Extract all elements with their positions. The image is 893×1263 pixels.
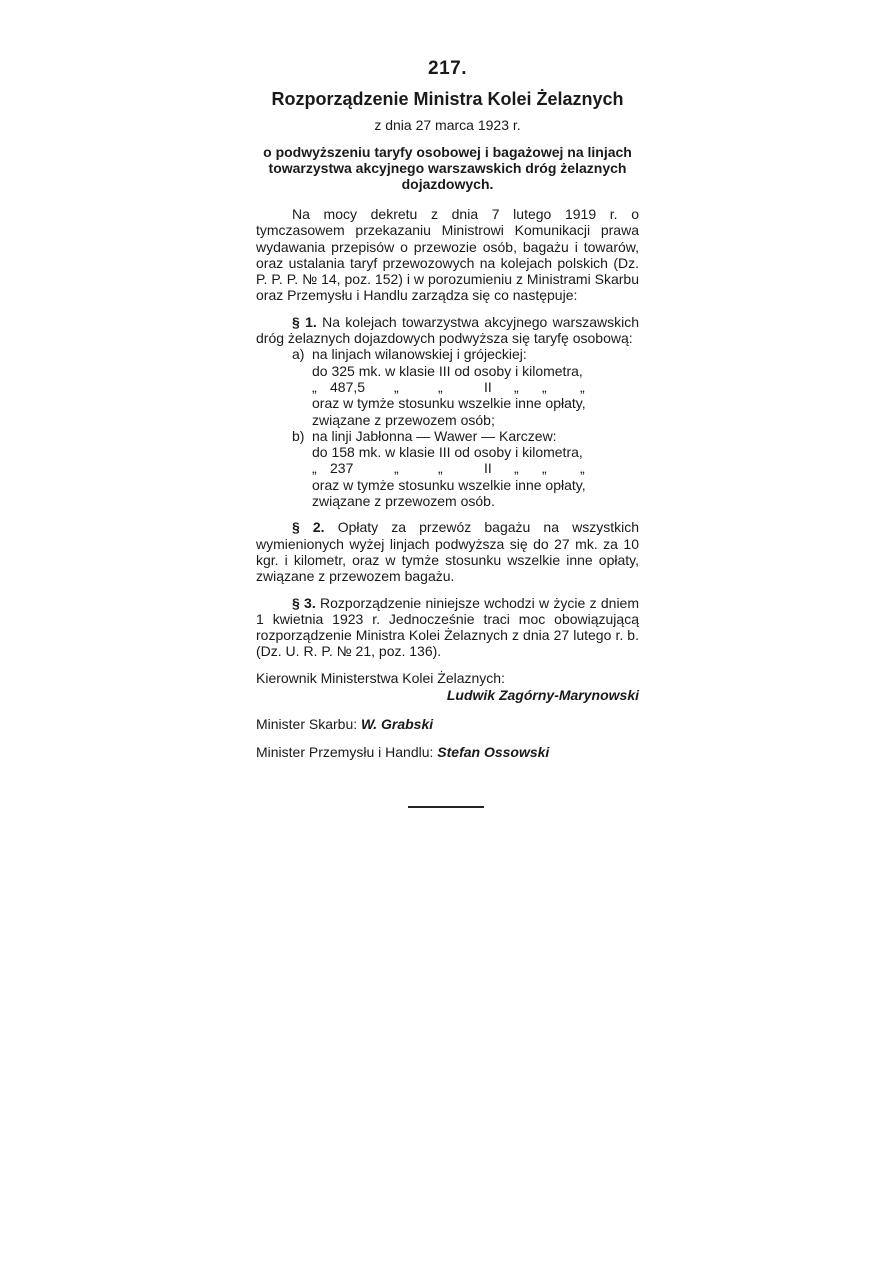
treasury-signature-label: Minister Skarbu: (256, 715, 358, 732)
list-item-b-ditto: „ 237 „ „ II „ „ „ (312, 460, 585, 477)
list-item-b-line4: oraz w tymże stosunku wszelkie inne opłaty, związane z przewozem osób. (312, 476, 586, 510)
list-item-b-ditto-value: 237 (330, 460, 354, 477)
treasury-signature (256, 716, 639, 732)
list-item-a-line2: do 325 mk. w klasie III od osoby i kilometra, (312, 362, 583, 379)
page-number: 217. (428, 58, 467, 79)
list-item-a-line4: oraz w tymże stosunku wszelkie inne opłaty, związane z przewozem osób; (312, 395, 586, 428)
closing-rule (408, 806, 484, 808)
list-item-b-line1: na linji Jabłonna — Wawer — Karczew: (312, 427, 557, 444)
document-subject: o podwyższeniu taryfy osobowej i bagażowej na linjach towarzystwa akcyjnego warszawskich dróg żelaznych dojazdowych. (263, 144, 632, 192)
section-1 (256, 314, 639, 347)
list-item-b-mark: b) (292, 427, 305, 444)
list-item-a-ditto: „ 487,5 „ „ II „ „ „ (312, 378, 585, 395)
industry-signature-label: Minister Przemysłu i Handlu: (256, 743, 434, 760)
industry-signature-name: Stefan Ossowski (437, 743, 550, 760)
document-page (256, 58, 639, 760)
list-item-a-mark: a) (292, 346, 305, 363)
list-item-a-ditto-value: 487,5 (330, 378, 366, 395)
head-signature-name: Ludwik Zagórny-Marynowski (446, 686, 639, 703)
section-3-label: § 3. (292, 594, 316, 611)
section-1-list-b (256, 428, 639, 509)
document-date: z dnia 27 marca 1923 r. (374, 117, 521, 133)
section-3-text: Rozporządzenie niniejsze wchodzi w życie z dniem 1 kwietnia 1923 r. Jednocześnie traci moc obowiązującą rozporządzenie Ministra Kolei Żelaznych z dnia 27 lutego r. b. (Dz. U. R. P. № 21, poz. 136). (256, 594, 640, 660)
section-1-text: Na kolejach towarzystwa akcyjnego warszawskich dróg żelaznych dojazdowych podwyższa się taryfę osobową: (256, 313, 640, 347)
section-2-text: Opłaty za przewóz bagażu na wszystkich wymienionych wyżej linjach podwyższa się do 27 mk. za 10 kgr. i kilometr, oraz w tymże stosunku wszelkie inne opłaty, związane z przewozem bagażu. (256, 519, 639, 585)
head-signature-label: Kierownik Ministerstwa Kolei Żelaznych: (256, 669, 505, 686)
document-title: Rozporządzenie Ministra Kolei Żelaznych (271, 89, 624, 109)
list-item-a (256, 346, 639, 362)
treasury-signature-name: W. Grabski (361, 715, 434, 732)
list-item-b (256, 428, 639, 444)
section-2-label: § 2. (292, 519, 325, 536)
preamble-paragraph: Na mocy dekretu z dnia 7 lutego 1919 r. o tymczasowem przekazaniu Ministrowi Komunikacji prawa wydawania przepisów o przewozie osób, bagażu i towarów, oraz ustalania taryf przewozowych na kolejach polskich (Dz. P. P. P. № 14, poz. 152) i w porozumieniu z Ministrami Skarbu oraz Przemysłu i Handlu zarządza się co następuje: (256, 206, 639, 304)
industry-signature (256, 744, 639, 760)
signature-block (256, 670, 639, 704)
list-item-b-line2: do 158 mk. w klasie III od osoby i kilometra, (312, 444, 583, 461)
section-1-label: § 1. (292, 313, 317, 330)
section-1-list-a (256, 346, 639, 427)
section-3 (256, 595, 639, 660)
section-2 (256, 519, 639, 584)
list-item-a-ditto-class: II (484, 378, 492, 395)
list-item-b-ditto-class: II (484, 460, 492, 477)
list-item-a-line1: na linjach wilanowskiej i grójeckiej: (312, 346, 527, 363)
